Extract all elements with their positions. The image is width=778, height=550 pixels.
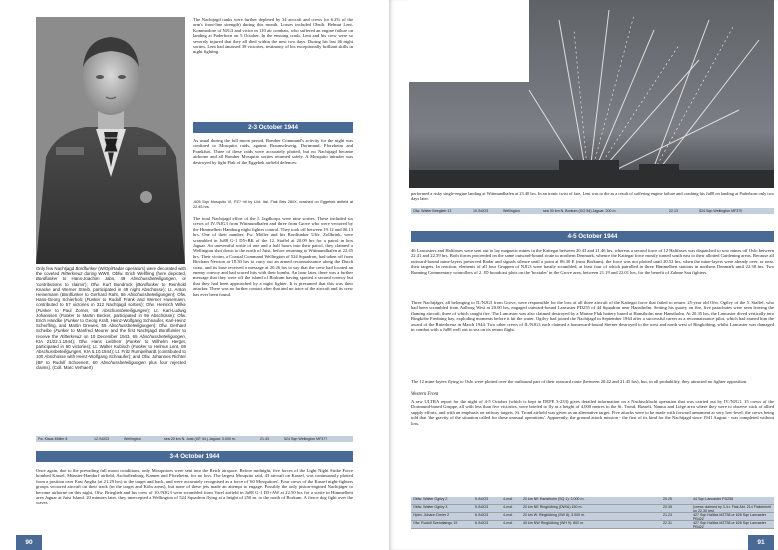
claim-time: 20.35 bbox=[663, 505, 672, 509]
claim-victim: 427 Sqn Halifax MZ758 or 626 Sqn Lancaster PB422 bbox=[693, 521, 766, 528]
claim-time: 21.23 bbox=[663, 513, 672, 517]
claim-type: 4-mot bbox=[503, 497, 513, 501]
caption-italic-term: Funker bbox=[65, 318, 79, 324]
caption-italic-term: Abschussbeteiligungen bbox=[130, 276, 176, 282]
caption-italic-term: Ritterkreuz bbox=[61, 271, 83, 277]
caption-italic-term: Bordfunker bbox=[75, 266, 97, 271]
caption-text: to Gerhard Raht, 56 bbox=[83, 292, 128, 298]
caption-text: to Paul Zorner, 58 bbox=[51, 307, 103, 313]
claim-location: sea 20 km N. Juist (GF 44.) Jaguar: 3.000 m. bbox=[164, 437, 236, 441]
claim-location: 20 km NE Hanstholm (SQ 1): 3.000 m. bbox=[523, 497, 585, 501]
claim-type: 4-mot bbox=[503, 505, 513, 509]
claim-unit: 12./NJG3 bbox=[94, 437, 110, 441]
claim-victim: 524 Sqn Wellington MF370 bbox=[699, 209, 743, 213]
claim-type: Wellington bbox=[503, 209, 520, 213]
claim-unit: 5./NJG3 bbox=[475, 505, 489, 509]
claim-type: 4-mot bbox=[503, 513, 513, 517]
caption-italic-term: Bordfunker bbox=[36, 276, 58, 282]
caption-text: to Georg Kraft, Heinz-Wolfgang Schnaufer, Karl-Heinz Scherfling, and Martin Drewes, 55 bbox=[36, 318, 186, 329]
caption-italic-term: Abschussbeteiligungen bbox=[139, 333, 185, 339]
portrait-photo bbox=[36, 17, 185, 264]
claim-claimant: Fw. Klaus Möller 8 bbox=[38, 437, 68, 441]
section-header-4-5-october: 4-5 October 1944 bbox=[411, 231, 774, 242]
section-header-3-4-october: 3-4 October 1944 bbox=[36, 451, 353, 462]
caption-text: , KIA 21/22.1.1944); Ofw. Hans Liebherr ( bbox=[36, 333, 186, 344]
page-number-right: 91 bbox=[748, 535, 774, 550]
caption-italic-term: Funker bbox=[55, 328, 69, 334]
paragraph: A raw ULTRA report for the night of 4-5 October (which is kept in DEFE 3-233) gives detailed information on a Nachtschlacht operation that was carried out by IV./NJG1. 15 crews of the Dortmund-based Gruppe, all with less than five victories, were briefed to fly at a height of 4,000 metres to the St. Trond, Hasselt, Namur and Liège area where they were to observe stick of allied supply efforts, and with an emphasis on railway targets. St. Trond airfield was given as an alternative target. Five attacks were to be made with forward armament at very low-level, the crews being told that 'the gravity of the situation called for these unusual operations'. Apparently, the ground attack mission - the first of its kind for the Nachtjagd since 1941 August - was completed without loss. bbox=[411, 399, 774, 426]
claim-location: 40 km NW Ringköbing (WH 9): 800 m. bbox=[523, 521, 585, 525]
right-main-text bbox=[411, 248, 774, 445]
claim-row bbox=[36, 436, 353, 442]
night-flak-photo bbox=[409, 0, 774, 188]
claim-claimant: Ofw. Rudolf Szendlaingo 19 bbox=[413, 521, 458, 525]
claim-victim: 524 Sqn Wellington MF377 bbox=[284, 437, 328, 441]
claim-unit: 6./NJG3 bbox=[475, 513, 489, 517]
caption-text: , or 'contributions to claims'); Ofw. Kurt Bundrock ( bbox=[36, 276, 186, 287]
claim-type: Wellington bbox=[124, 437, 141, 441]
caption-italic-term: Abschussbeteiligungen bbox=[102, 307, 148, 313]
claim-location: 20 km W. Ringköbing (SW 8): 3.000 m. bbox=[523, 513, 586, 517]
caption-text: ); Ofw. Gerhard Scheibe ( bbox=[36, 323, 186, 334]
claim-unit: 6./NJG3 bbox=[475, 521, 489, 525]
section-header-2-3-october: 2-3 October 1944 bbox=[193, 122, 353, 133]
caption-italic-term: Funker bbox=[127, 338, 141, 344]
table-row bbox=[411, 505, 774, 513]
claim-row bbox=[411, 208, 774, 214]
portrait-image bbox=[36, 17, 185, 264]
caption-text: to Rudolf Frank and Werner Husemann, contributed to 57 victories in 312 Nachtjagd sorties); Ofw. Heinrich Wilke ( bbox=[36, 297, 186, 313]
claim-unit: 10./NJG3 bbox=[473, 209, 489, 213]
caption-text: Only few Nachtjagd bbox=[36, 266, 76, 271]
caption-italic-term: Ritterkreuz bbox=[60, 333, 82, 339]
bottom-paragraph: Once again, due to the prevailing full moon conditions, only Mosquitoes were sent into the Reich airspace. Before midnight, five forces of the Light Night Strike Force bombed Kassel, Münster-Handorf airfield, Aschaffenburg, Kamen and Pforzheim, for no loss. The largest Mosquito raid, 43 aircraft on Kassel, was continuously plotted from a position over East Anglia (at 21.29 hrs) to the target and back, and were accurately recognised as a force of '60 Mosquitoes'. Four crews of the Kassel night-fighters groups vectored aircraft on their track (in the target and Köln areas), but none of these jets made an attempt to engage. Possibly the only piston-engined Nachtjäger to become airborne on this night, Ofw. Brieglieb and his crew of 10./NJG3 were scrambled from Varel airfield in Ju88 G-1 D5+AW at 22.50 hrs for a sortie in Himmelbett area Jaguar at Juist Island. 20 minutes later, they intercepted a Wellington of 524 Squadron flying at a height of 250 m. to the north of Borkum. A fierce dog fight over the waves bbox=[36, 468, 353, 506]
column-text: The Nachtjagd ranks were further depleted by 34 aircraft and crews (or 6.2% of the arm's front-line strength) during this month. Losses included Obstlt. Helmut Lent, Kommodore of NJG3 and victor in 110 air combats, who suffered an engine failure on landing at Paderborn on 5 October. In the ensuing crash, Lent and his crew were so severely injured that they all died within the next two days. During his last 46 night sorties, Lent had amassed 39 victories, testimony of his exceptionally brilliant skills in night fighting. bbox=[193, 17, 353, 55]
left-column-2 bbox=[193, 17, 353, 428]
flak-image bbox=[409, 0, 774, 188]
wide-text: performed a risky single-engine landing at Wittmundhafen at 23.40 hrs. In an ironic twist of fate, Lent was to die as a result of suffering engine failure and crashing his Ju88 on landing at Paderborn only two days later. bbox=[411, 191, 774, 202]
table-row bbox=[411, 521, 774, 529]
caption-italic-term: Funker bbox=[60, 312, 75, 318]
caption-text: to receive the bbox=[36, 328, 186, 339]
caption-text: on 10 December 1943, 65 bbox=[81, 333, 140, 339]
caption-italic-term: Bordfunker bbox=[137, 281, 159, 287]
claim-time: 21.43 bbox=[260, 437, 269, 441]
claim-claimant: Ofw. Walter Brieglieb 13 bbox=[413, 209, 452, 213]
caption-text: to Helmut Lent, 69 bbox=[146, 344, 186, 350]
column-text: As usual during the full moon period, Bomber Command's activity for the night was confined to Mosquito raids, against Braunschweig, Dortmund, Pforzheim and Frankfurt. Three of these raids were accurately plotted, but no Nachtjagd became airborne and all Bomber Mosquito sorties returned safely. A Mosquito intruder was destroyed by light Flak of the Eggebek airfield defences: bbox=[193, 138, 353, 165]
paragraph: 46 Lancasters and Halifaxes were sent out to lay magnetic mines in the Kattegat between 20.43 and 21.46 hrs, whereas a second force of 12 Halifaxes was dispatched to sow mines off Oslo between 22.41 and 22.59 hrs. Both forces proceeded on the same outward-bound route to northern Denmark, whence the Kattegat force mostly turned south east to their allotted Gardening areas. Because all outward-bound mine-layers preserved Radar and signals silence until a point at 06.30 E (near Borkum), the force was not plotted until 20.52 hrs, when the mine-layers were already over, or near, their targets. In reaction, elements of all four Gruppen of NJG3 were hastily scrambled, at least four of which patrolled in three Himmelbett stations in northern Denmark until 22.38 hrs. Two Running Commentary controllers of 2. JD broadcast plots on the 'boxtaler' in the Grove area, between 21.19 and 22.01 hrs, for the benefit of Zahme Sau fighters. bbox=[411, 248, 774, 275]
claim-victim: 427 Sqn Halifax MZ758 or 626 Sqn Lancaster PB422 bbox=[693, 513, 766, 520]
caption-italic-term: Bordfunker bbox=[61, 292, 84, 298]
caption-italic-term: Abschussbeteiligungen bbox=[108, 323, 154, 329]
claim-victim: 44 Sqn Lancaster PD255 bbox=[693, 497, 734, 501]
caption-italic-term: Abschussbeteiligungen bbox=[36, 349, 82, 355]
caption-text: ); Ofw. Hans-Georg Schierholz ( bbox=[36, 292, 186, 303]
claim-time: 20.25 bbox=[663, 497, 672, 501]
claim-claimant: Obfw. Walter Ogilvy 3 bbox=[413, 505, 448, 509]
subheading-western-front: Western Front bbox=[411, 392, 439, 397]
caption-italic-term: Funker bbox=[37, 307, 52, 313]
column-text: The total Nachtjagd effort of the I. Jagdkorps were nine sorties. These included six crews of IV./NJG3 from Wittmundhafen and three from Grove who were vectored by the Himmelbett Hamburg night fighter control. They took off between 19.12 and 06.13 hrs. One of their number, Fw. Möller and his Bordfunker Uffz. Zollbrink, were scrambled in Ju88 G-1 D5+BK of the 12. Staffel at 20.09 hrs for a patrol in box Jaguar. An uneventful sortie of one and a half hours into their patrol, they claimed a Wellington shot down to the north of Juist, before returning to Wittmundhafen at 22.45 hrs. Their victim, a Coastal Command Wellington of 524 Squadron, had taken off from Bircham Newton at 18.30 hrs to carry out an armed reconnaissance along the Dutch coast, and its base received a message at 20.26 hrs to say that the crew had located an enemy convoy and had scored hits with their bombs. An hour later, there was a further message that they were off the island of Borkum having spotted a second convoy but that they had been approached by a night fighter. It is presumed that this was their attacker. There was no further contact after that and no trace of the aircraft and its crew has ever been found. bbox=[193, 216, 353, 297]
caption-italic-term: Abschussbeteiligungen bbox=[127, 292, 173, 298]
claim-unit: 5./NJG3 bbox=[475, 497, 489, 501]
caption-italic-term: Funker bbox=[132, 344, 147, 350]
caption-text: to Hans-Joachim Jabs, 49 bbox=[57, 276, 131, 282]
claims-table bbox=[411, 497, 774, 529]
table-row bbox=[411, 513, 774, 521]
caption-text: , KIA 5.10.1944); Lt. Fritz Rumpelhardt (contributed to 100 Abschüsse with Heinz-Wolfgang Schnaufer); and Ofw. Johannes Richter (BF to Rudolf Schoenert, 60 bbox=[36, 349, 186, 365]
claim-location: sea 30 km N. Borkum (GO 54) Jaguar: 200 m. bbox=[543, 209, 617, 213]
caption-text: to Martin Becker, participated in 59 Abschüsse); Ofw. Erich Handke ( bbox=[36, 312, 186, 324]
portrait-caption bbox=[36, 266, 186, 431]
claim-claimant: Obfw. Walter Ogilvy 2 bbox=[413, 497, 448, 501]
paragraph: The 12 mine-layers flying to Oslo were plotted over the outbound part of their outward route (between 20.42 and 21.45 hrs), but, in all probability, they attracted no fighter opposition. bbox=[411, 379, 748, 384]
page-number-left: 90 bbox=[16, 535, 42, 550]
claim-location: 20 km NE Ringköbing (DW/A) 150 m. bbox=[523, 505, 583, 509]
table-row bbox=[411, 497, 774, 505]
caption-text: to Reinhold Knacke and Werner Streib, participated in 49 night Abschüsse); Lt. Anton Heinemann ( bbox=[36, 281, 186, 298]
caption-text: to Manfred Meurer and the first Nachtjagd bbox=[69, 328, 159, 334]
claim-claimant: Hptm. Johann Dreier 2 bbox=[413, 513, 450, 517]
claim-time: 22.13 bbox=[669, 209, 678, 213]
caption-text: (W/Op/Radar operators) were decorated with the coveted bbox=[36, 266, 186, 277]
claim-time: 22.31 bbox=[663, 521, 672, 525]
claim-type: 4-mot bbox=[503, 521, 513, 525]
caption-italic-term: Bordfunker bbox=[158, 328, 181, 334]
caption-italic-term: Abschussbeteiligungen bbox=[100, 359, 146, 365]
caption-text: to Wilhelm Herget, participated in 60 victories); Lt. Walter Kubisch ( bbox=[36, 338, 186, 350]
caption-text: during WWII. Obfw. Erich Wellfring (here depicted, bbox=[82, 271, 186, 277]
caption-text: plus four rejected claims). (Coll. Marc Verhaert) bbox=[36, 359, 186, 370]
loss-note: -605 Sqn Mosquito VI, PZ? hit by L/kt. Ital. Flak Brts 28/IX, crashed on Eggebek airfield at 22.45 hrs. bbox=[193, 200, 353, 209]
caption-text: ); Lt. Karl-Ludwig Johanssen ( bbox=[36, 307, 186, 318]
claim-victim: (crews claimed by 3./Lt. Flak Abt. 214 Flakeinheit on 22.30 hrs) bbox=[693, 505, 772, 512]
caption-italic-term: Funker bbox=[86, 297, 101, 303]
paragraph: Three Nachtjäger, all belonging to II./NJG3 from Grove, were responsible for the loss of all three aircraft of the Kattegat force that failed to return. 25-year old Ofw. Ogilvy of the 5. Staffel, who had been scrambled from Aalborg West at 20.00 hrs, engaged outward-bound Lancaster PD255 of 44 Squadron near Hanstholm. Setting his quarry on fire, five parachutes were seen leaving the flaming aircraft, three of which caught fire. The Lancaster was also claimed destroyed by a Marine Flak battery based at Hanstholm near Hanstholm. At 20.35 hrs, the Lancaster dived vertically into Ringköbe Fredning bay, exploding moments before it hit the water. Ogilvy had joined the Nachtjagd in September 1944 after a successful career as a reconnaissance pilot, which had earned him the award of the Ritterkreuz in March 1944. Two other crews of II./NJG3 each claimed a homeward-bound Sterner destroyed to the west and north west of Ringköbing, whilst Lancaster was damaged in combat with a Ju88 well out to sea on its return flight. bbox=[411, 300, 774, 333]
